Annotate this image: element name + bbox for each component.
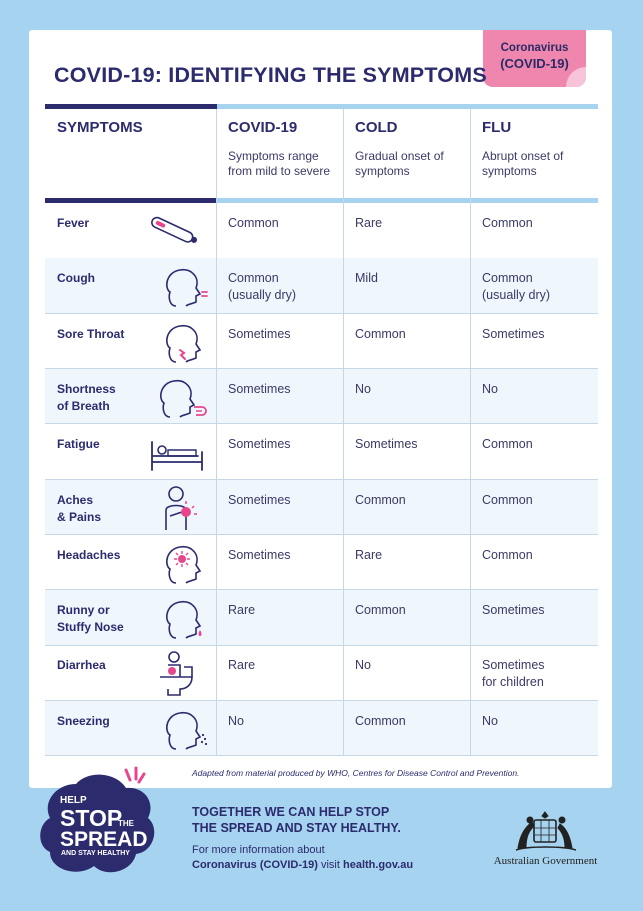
sore-throat-head-icon — [140, 318, 210, 366]
table-row — [45, 535, 598, 591]
breathing-head-icon — [140, 373, 210, 421]
covid-value: Rare — [228, 658, 256, 673]
header-symptoms — [45, 109, 217, 198]
header-covid-name: COVID-19 — [228, 119, 298, 136]
table-row — [45, 645, 598, 701]
symptom-name: Sneezing — [57, 713, 110, 728]
covid-value: Common (usually dry) — [228, 271, 297, 303]
table-row — [45, 258, 598, 314]
coat-of-arms-icon — [488, 808, 603, 856]
covid-value: Sometimes — [228, 381, 291, 396]
symptom-name: Runny or Stuffy Nose — [57, 603, 124, 635]
more-info-line2 — [192, 858, 413, 873]
header-flu-desc: Abrupt onset of symptoms — [482, 149, 564, 178]
table-row — [45, 590, 598, 646]
header-cold-name: COLD — [355, 119, 398, 136]
symptom-name: Aches & Pains — [57, 492, 102, 524]
column-divider-3 — [470, 109, 471, 756]
symptom-name: Headaches — [57, 547, 121, 562]
cold-value: Common — [355, 492, 406, 507]
together-line1: TOGETHER WE CAN HELP STOP — [192, 805, 390, 819]
help-stop-the-spread-logo — [36, 762, 166, 882]
column-divider-2 — [343, 109, 344, 756]
cold-value: Common — [355, 713, 406, 728]
header-covid-desc: Symptoms range from mild to severe — [228, 149, 331, 178]
more-info-line1: For more information about — [192, 844, 325, 856]
symptom-name: Fever — [57, 216, 90, 230]
covid-value: Sometimes — [228, 326, 291, 341]
header-flu — [471, 109, 598, 198]
symptom-name: Shortness of Breath — [57, 381, 116, 413]
runny-nose-head-icon — [140, 594, 210, 642]
flu-value: Common — [482, 492, 533, 507]
covid-value: Common — [228, 216, 279, 230]
source-footnote: Adapted from material produced by WHO, Centres for Disease Control and Prevention. — [192, 768, 520, 778]
sneezing-head-icon — [140, 705, 210, 753]
coughing-head-icon — [140, 262, 210, 310]
more-info-link[interactable]: health.gov.au — [342, 859, 414, 871]
badge-line2: (COVID-19) — [500, 56, 569, 71]
header-cold-desc: Gradual onset of symptoms — [355, 149, 444, 178]
flu-value: Sometimes for children — [482, 658, 545, 690]
table-row — [45, 480, 598, 536]
symptom-name: Diarrhea — [57, 658, 106, 673]
logo-stop: STOP — [60, 805, 123, 831]
flu-value: Common — [482, 216, 533, 230]
page-title: COVID-19: IDENTIFYING THE SYMPTOMS — [54, 63, 487, 87]
covid-value: Sometimes — [228, 547, 291, 562]
flu-value: Sometimes — [482, 326, 545, 341]
table-row — [45, 203, 598, 259]
covid-value: Sometimes — [228, 492, 291, 507]
logo-the: THE — [118, 819, 134, 828]
flu-value: No — [482, 713, 498, 728]
logo-help: HELP — [60, 795, 87, 806]
table-row — [45, 701, 598, 757]
symptom-name: Fatigue — [57, 437, 100, 452]
more-info — [192, 843, 413, 873]
flu-value: Sometimes — [482, 603, 545, 618]
headache-head-icon — [140, 539, 210, 587]
table-row — [45, 424, 598, 480]
flu-value: Common — [482, 437, 533, 452]
cold-value: Common — [355, 603, 406, 618]
flu-value: Common (usually dry) — [482, 271, 551, 303]
logo-tagline: AND STAY HEALTHY — [61, 850, 130, 857]
government-name: Australian Government — [493, 855, 598, 867]
badge-line1: Coronavirus — [500, 42, 569, 54]
australian-government-logo — [488, 808, 603, 870]
coronavirus-badge — [483, 30, 586, 87]
together-line2: THE SPREAD AND STAY HEALTHY. — [192, 821, 401, 835]
cold-value: Rare — [355, 547, 383, 562]
symptom-name: Sore Throat — [57, 326, 125, 341]
table-row — [45, 369, 598, 425]
covid-value: Rare — [228, 603, 256, 618]
flu-value: No — [482, 381, 498, 396]
together-message — [192, 804, 492, 836]
more-info-covid: Coronavirus (COVID-19) — [192, 859, 318, 871]
covid-value: No — [228, 713, 244, 728]
column-divider-1 — [216, 109, 217, 756]
more-info-visit: visit — [317, 859, 343, 871]
aching-person-icon — [140, 484, 210, 532]
header-flu-name: FLU — [482, 119, 512, 136]
cold-value: Mild — [355, 271, 378, 286]
symptom-name: Cough — [57, 271, 95, 286]
toilet-person-icon — [140, 649, 210, 697]
cold-value: Common — [355, 326, 406, 341]
logo-spread: SPREAD — [60, 828, 148, 851]
header-symptoms-label: SYMPTOMS — [57, 119, 143, 136]
header-covid — [217, 109, 344, 198]
cold-value: Rare — [355, 216, 383, 230]
cold-value: Sometimes — [355, 437, 418, 452]
cold-value: No — [355, 658, 371, 673]
covid-value: Sometimes — [228, 437, 291, 452]
cold-value: No — [355, 381, 371, 396]
header-cold — [344, 109, 471, 198]
table-row — [45, 314, 598, 370]
bed-icon — [140, 428, 210, 476]
flu-value: Common — [482, 547, 533, 562]
thermometer-icon — [140, 207, 210, 255]
